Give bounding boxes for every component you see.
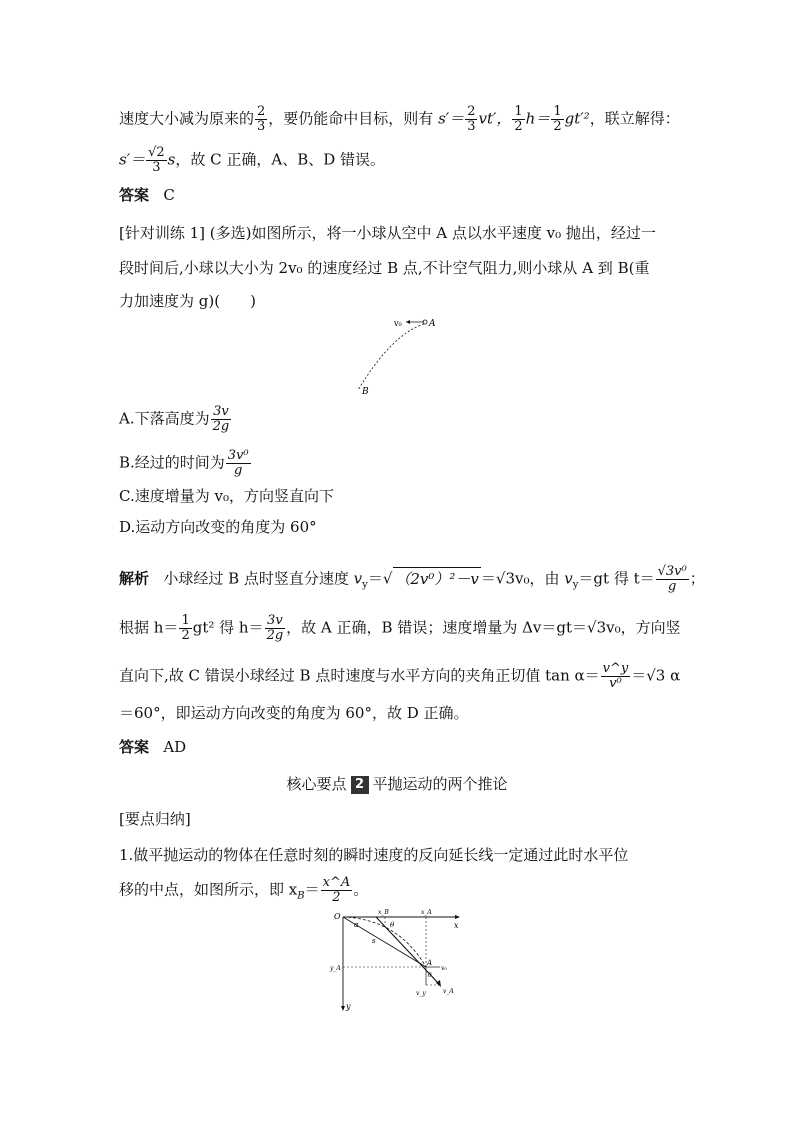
frac-den: g <box>668 579 677 594</box>
text: 。 <box>353 880 369 899</box>
frac-den: 2 <box>553 119 562 134</box>
option-b <box>119 449 252 478</box>
fraction <box>255 105 267 134</box>
prev-solution-line-2 <box>119 146 385 175</box>
label-va: v_A <box>443 988 454 995</box>
text: 直向下,故 C 错误小球经过 B 点时速度与水平方向的夹角正切值 tan α＝ <box>119 666 600 685</box>
frac-num: x^A <box>322 875 351 890</box>
fraction <box>211 405 232 434</box>
y-axis-arrow <box>341 1006 345 1011</box>
analysis-answer <box>119 736 186 758</box>
section-heading <box>0 773 794 795</box>
label-xb: x_B <box>378 909 389 916</box>
text: ； <box>689 569 705 588</box>
label-a: A <box>429 319 436 329</box>
sub: y <box>362 579 368 591</box>
text: gt² 得 h＝ <box>192 618 264 637</box>
question-line-1: [针对训练 1] (多选)如图所示，将一小球从空中 A 点以水平速度 v₀ 抛出，经过一 <box>119 224 656 242</box>
answer-label: 答案 <box>119 186 150 204</box>
equation: h＝ <box>525 109 551 128</box>
question-line-3: 力加速度为 g)( ) <box>119 292 256 310</box>
equation: gt′² <box>564 109 590 128</box>
text: ＝ <box>304 880 320 899</box>
label-o: O <box>334 912 341 921</box>
prev-answer <box>119 184 175 206</box>
label-theta: θ <box>390 921 395 929</box>
frac-num: 3v⁰ <box>227 448 249 463</box>
fraction <box>656 565 689 594</box>
label-v0: v₀ <box>394 319 402 328</box>
equation: s <box>167 150 176 169</box>
sqrt-sign: √ <box>382 569 393 588</box>
frac-num: √3v⁰ <box>657 564 687 579</box>
label-alpha: α <box>354 921 359 929</box>
summary-line-1: 1.做平抛运动的物体在任意时刻的瞬时速度的反向延长线一定通过此时水平位 <box>119 846 629 864</box>
label-ya: y_A <box>330 965 341 972</box>
frac-num: √2 <box>148 145 165 160</box>
frac-den: v⁰ <box>609 676 622 691</box>
frac-num: 2 <box>257 104 266 119</box>
label-y: y <box>346 1002 351 1011</box>
sub: y <box>572 579 579 591</box>
frac-num: 1 <box>514 104 523 119</box>
arrow-head <box>406 320 410 324</box>
text: ，故 A 正确，B 错误；速度增量为 Δv＝gt＝√3v₀，方向竖 <box>286 618 681 637</box>
fraction <box>265 614 286 643</box>
label-x: x <box>454 921 459 930</box>
analysis-line-2 <box>119 614 681 643</box>
option-text: B.经过的时间为 <box>119 453 225 472</box>
answer-value: C <box>163 186 175 204</box>
section-title: 平抛运动的两个推论 <box>372 775 508 793</box>
analysis-line-4: ＝60°，即运动方向改变的角度为 60°，故 D 正确。 <box>119 704 469 722</box>
label-v0: v₀ <box>441 965 447 972</box>
text: ＝√3 α <box>631 666 681 685</box>
answer-value: AD <box>163 738 187 756</box>
frac-num: v^y <box>602 661 629 676</box>
frac-num: 2 <box>467 104 476 119</box>
radicand: （2v⁰）²－v <box>393 567 481 590</box>
text: ，要仍能命中目标，则有 <box>268 109 439 128</box>
prev-solution-line-1 <box>119 105 680 134</box>
frac-den: 2 <box>514 119 523 134</box>
option-c: C.速度增量为 v₀，方向竖直向下 <box>119 487 334 505</box>
summary-line-2 <box>119 876 368 908</box>
frac-den: 2 <box>181 628 190 643</box>
fraction <box>179 614 191 643</box>
sub: B <box>297 890 305 902</box>
question-line-2: 段时间后,小球以大小为 2v₀ 的速度经过 B 点,不计空气阻力,则小球从 A 到 B(重 <box>119 259 650 277</box>
trajectory-curve <box>358 324 424 390</box>
option-d: D.运动方向改变的角度为 60° <box>119 518 317 536</box>
analysis-line-3 <box>119 662 680 691</box>
fraction <box>601 662 631 691</box>
frac-den: 2g <box>266 628 284 643</box>
analysis-line-1 <box>119 565 705 597</box>
equation: s′＝ <box>438 109 465 128</box>
summary-heading: [要点归纳] <box>119 810 191 828</box>
fraction <box>226 449 251 478</box>
text: 小球经过 B 点时竖直分速度 <box>163 569 354 588</box>
trajectory-figure <box>340 312 450 398</box>
fraction <box>551 105 563 134</box>
answer-label: 答案 <box>119 738 150 756</box>
var: v <box>564 569 573 588</box>
frac-den: 2 <box>332 890 341 905</box>
label-b: B <box>362 387 369 397</box>
text: 速度大小减为原来的 <box>119 109 255 128</box>
frac-den: g <box>234 463 243 478</box>
frac-den: 3 <box>257 119 266 134</box>
frac-den: 2g <box>212 419 230 434</box>
label-s: s <box>372 937 376 945</box>
equation: s′＝ <box>119 150 146 169</box>
fraction <box>465 105 477 134</box>
text: 移的中点，如图所示，即 x <box>119 880 298 899</box>
frac-num: 3v <box>211 405 232 420</box>
text: ＝ <box>367 569 383 588</box>
fraction <box>512 105 524 134</box>
var: v <box>353 569 363 588</box>
text: ＝√3v₀，由 <box>480 569 565 588</box>
section-prefix: 核心要点 <box>286 775 347 793</box>
frac-num: 3v <box>265 614 286 629</box>
equation: vt′， <box>478 109 512 128</box>
frac-num: 1 <box>181 613 190 628</box>
option-a <box>119 405 232 434</box>
section-number-badge: 2 <box>351 776 369 794</box>
label-theta-2: θ <box>428 972 432 979</box>
frac-num: 1 <box>553 104 562 119</box>
frac-den: 3 <box>152 160 161 175</box>
fraction <box>321 876 353 905</box>
option-text: A.下落高度为 <box>119 409 210 428</box>
text: ，故 C 正确，A、B、D 错误。 <box>175 150 386 169</box>
label-a: A <box>427 959 433 967</box>
label-xa: x_A <box>421 909 432 916</box>
projectile-diagram <box>328 905 468 1015</box>
text: ，联立解得： <box>589 109 680 128</box>
text: 根据 h＝ <box>119 618 179 637</box>
text: ＝gt 得 t＝ <box>578 569 655 588</box>
label-vy: v_y <box>416 990 426 997</box>
fraction <box>146 146 167 175</box>
x-axis-arrow <box>455 915 460 919</box>
analysis-label: 解析 <box>119 569 150 588</box>
frac-den: 3 <box>467 119 476 134</box>
